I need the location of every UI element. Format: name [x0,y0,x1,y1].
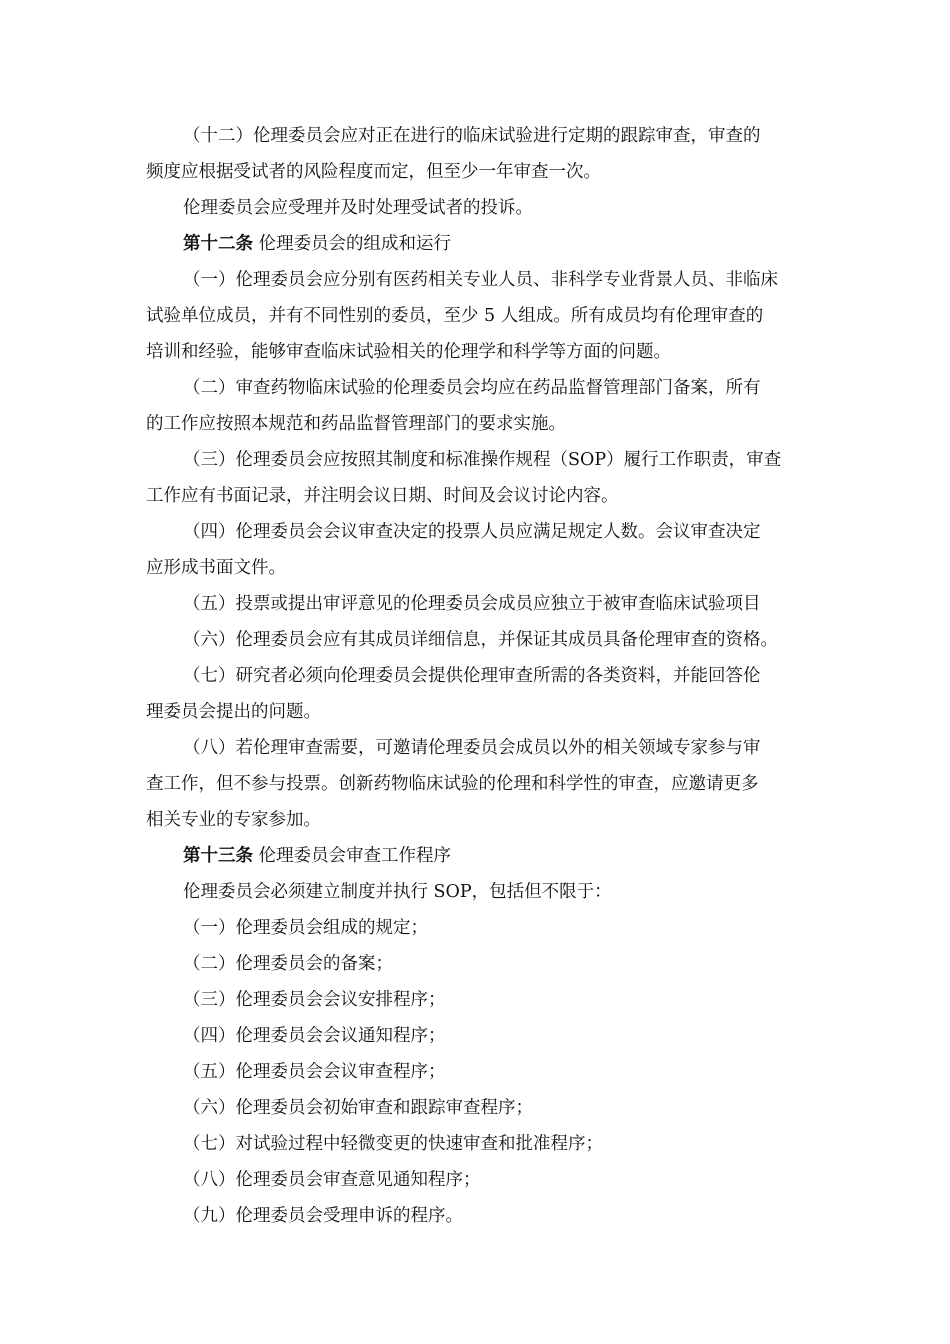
paragraph-line [146,370,808,406]
paragraph-line [146,946,808,982]
line-text: （三）伦理委员会应按照其制度和标准操作规程（SOP）履行工作职责，审查 [183,450,782,470]
line-text: 理委员会提出的问题。 [146,702,321,722]
paragraph-line [146,1090,808,1126]
line-text: 伦理委员会应受理并及时处理受试者的投诉。 [183,198,533,218]
paragraph-line [146,802,808,838]
document-body [146,118,808,1234]
paragraph-line [146,478,808,514]
paragraph-line [146,550,808,586]
article-number: 第十二条 [183,234,253,254]
line-text: （七）研究者必须向伦理委员会提供伦理审查所需的各类资料，并能回答伦 [183,666,761,686]
line-text: （五）投票或提出审评意见的伦理委员会成员应独立于被审查临床试验项目 [183,594,761,614]
paragraph-line [146,658,808,694]
paragraph-line [146,874,808,910]
line-text: 频度应根据受试者的风险程度而定，但至少一年审查一次。 [146,162,601,182]
article-number: 第十三条 [183,846,253,866]
article-heading [146,226,808,262]
paragraph-line [146,730,808,766]
paragraph-line [146,1054,808,1090]
line-text: （七）对试验过程中轻微变更的快速审查和批准程序； [183,1134,603,1154]
line-text: （二）伦理委员会的备案； [183,954,393,974]
line-text: 培训和经验，能够审查临床试验相关的伦理学和科学等方面的问题。 [146,342,671,362]
line-text: （八）伦理委员会审查意见通知程序； [183,1170,481,1190]
paragraph-line [146,118,808,154]
line-text: 相关专业的专家参加。 [146,810,321,830]
paragraph-line [146,334,808,370]
paragraph-line [146,298,808,334]
line-text: （六）伦理委员会初始审查和跟踪审查程序； [183,1098,533,1118]
line-text: （十二）伦理委员会应对正在进行的临床试验进行定期的跟踪审查，审查的 [183,126,761,146]
paragraph-line [146,154,808,190]
line-text: 伦理委员会审查工作程序 [253,846,452,866]
line-text: 伦理委员会的组成和运行 [253,234,452,254]
line-text: （三）伦理委员会会议安排程序； [183,990,446,1010]
paragraph-line [146,766,808,802]
paragraph-line [146,1162,808,1198]
line-text: 查工作，但不参与投票。创新药物临床试验的伦理和科学性的审查，应邀请更多 [146,774,759,794]
line-text: （四）伦理委员会会议审查决定的投票人员应满足规定人数。会议审查决定 [183,522,761,542]
article-heading [146,838,808,874]
line-text: 工作应有书面记录，并注明会议日期、时间及会议讨论内容。 [146,486,619,506]
line-text: 应形成书面文件。 [146,558,286,578]
line-text: （一）伦理委员会组成的规定； [183,918,428,938]
line-text: （八）若伦理审查需要，可邀请伦理委员会成员以外的相关领域专家参与审 [183,738,761,758]
paragraph-line [146,694,808,730]
paragraph-line [146,442,808,478]
paragraph-line [146,262,808,298]
paragraph-line [146,1126,808,1162]
line-text: （六）伦理委员会应有其成员详细信息，并保证其成员具备伦理审查的资格。 [183,630,778,650]
paragraph-line [146,982,808,1018]
line-text: （四）伦理委员会会议通知程序； [183,1026,446,1046]
line-text: （二）审查药物临床试验的伦理委员会均应在药品监督管理部门备案，所有 [183,378,761,398]
line-text: （九）伦理委员会受理申诉的程序。 [183,1206,463,1226]
paragraph-line [146,514,808,550]
paragraph-line [146,190,808,226]
paragraph-line [146,1198,808,1234]
paragraph-line [146,1018,808,1054]
line-text: 的工作应按照本规范和药品监督管理部门的要求实施。 [146,414,566,434]
paragraph-line [146,406,808,442]
line-text: 伦理委员会必须建立制度并执行 SOP，包括但不限于： [183,882,612,902]
paragraph-line [146,910,808,946]
line-text: （五）伦理委员会会议审查程序； [183,1062,446,1082]
line-text: （一）伦理委员会应分别有医药相关专业人员、非科学专业背景人员、非临床 [183,270,778,290]
paragraph-line [146,586,808,622]
paragraph-line [146,622,808,658]
line-text: 试验单位成员，并有不同性别的委员，至少 5 人组成。所有成员均有伦理审查的 [146,306,764,326]
